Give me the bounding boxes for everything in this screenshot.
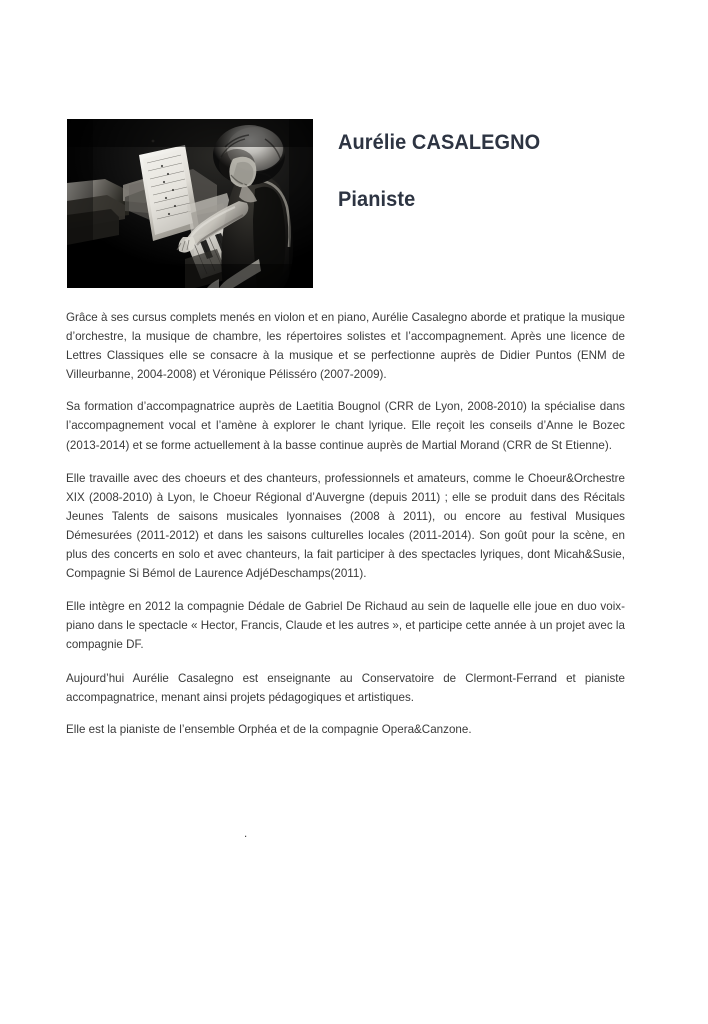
- pianist-photo-image: [67, 119, 313, 288]
- page-subtitle-role: Pianiste: [338, 188, 416, 211]
- document-header: [0, 0, 708, 300]
- paragraph-3: Elle travaille avec des choeurs et des chanteurs, professionnels et amateurs, comme le Choeur&Orchestre XIX (2008-2010) à Lyon, le Choeur Régional d’Auvergne (depuis 2011) ; elle se produit dans des Récitals Jeunes Talents de saisons musicales lyonnaises (2008 à 2011), ou encore au festival Musiques Démesurées (2011-2012) et dans les saisons culturelles locales (2011-2014). Son goût pour la scène, en plus des concerts en solo et avec chanteurs, la fait participer à des spectacles lyriques, dont Micah&Susie, Compagnie Si Bémol de Laurence AdjéDeschamps(2011).: [66, 471, 625, 581]
- pianist-photo: [67, 119, 313, 288]
- header-titles: [338, 119, 638, 212]
- paragraph-5: Aujourd’hui Aurélie Casalegno est enseignante au Conservatoire de Clermont-Ferrand et pianiste accompagnatrice, menant ainsi projets pédagogiques et artistiques.: [66, 671, 625, 704]
- page-title: Aurélie CASALEGNO: [338, 131, 541, 154]
- paragraph-1: Grâce à ses cursus complets menés en violon et en piano, Aurélie Casalegno aborde et pratique la musique d’orchestre, la musique de chambre, les répertoires solistes et l’accompagnement. Après une licence de Lettres Classiques elle se consacre à la musique et se perfectionne auprès de Didier Puntos (ENM de Villeurbanne, 2004-2008) et Véronique Pélisséro (2007-2009).: [66, 311, 625, 382]
- paragraph-2: Sa formation d’accompagnatrice auprès de Laetitia Bougnol (CRR de Lyon, 2008-2010) la spécialise dans l’accompagnement vocal et l’amène à explorer le chant lyrique. Elle reçoit les conseils d’Anne le Bozec (2013-2014) et se forme actuellement à la basse continue auprès de Martial Morand (CRR de St Etienne).: [66, 400, 625, 452]
- biography-text: [66, 308, 625, 739]
- paragraph-4: Elle intègre en 2012 la compagnie Dédale de Gabriel De Richaud au sein de laquelle elle joue en duo voix-piano dans le spectacle « Hector, Francis, Claude et les autres », et participe cette année à un projet avec la compagnie DF.: [66, 600, 625, 652]
- trailing-period: .: [244, 827, 248, 840]
- paragraph-6: Elle est la pianiste de l’ensemble Orphéa et de la compagnie Opera&Canzone.: [66, 722, 472, 736]
